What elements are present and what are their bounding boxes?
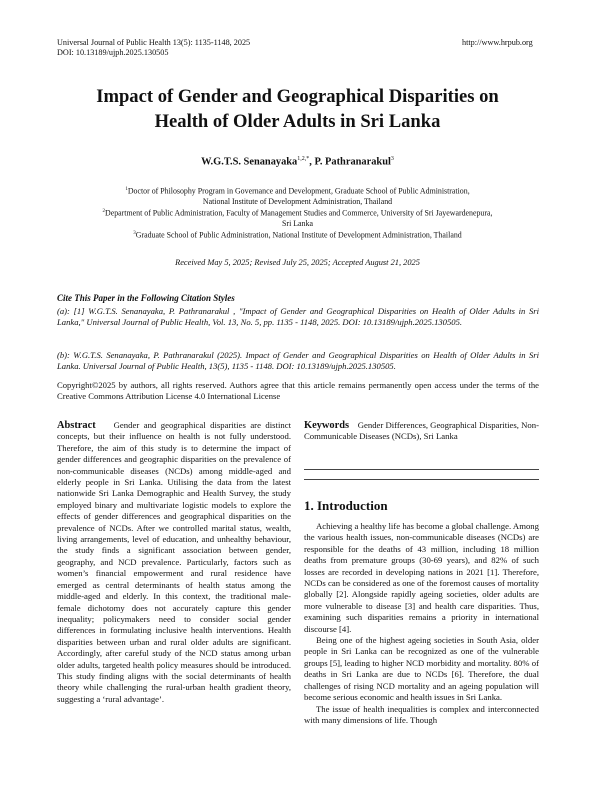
introduction-body <box>304 521 539 726</box>
copyright-notice: Copyright©2025 by authors, all rights reserved. Authors agree that this article remains permanently open access under the terms of the Creative Commons Attribution License 4.0 International License <box>57 380 539 402</box>
doi: DOI: 10.13189/ujph.2025.130505 <box>57 48 169 57</box>
affiliation-3 <box>52 229 543 241</box>
paper-title <box>40 84 555 134</box>
keywords-divider-bottom <box>304 479 539 480</box>
intro-paragraph-3: The issue of health inequalities is complex and interconnected with many dimensions of life. Though <box>304 703 539 725</box>
authors <box>40 156 555 167</box>
section-heading: 1. Introduction <box>304 498 388 513</box>
abstract-text: Gender and geographical disparities are distinct concepts, but their influence on health is not fully understood. Therefore, the aim of this study is to determine the impact of gender differences and geographic disparities on the prevalence of non-communicable diseases (NCDs) among middle-aged and elderly people in Sri Lanka. Utilising the data from the latest nationwide Sri Lanka Demographic and Health Survey, the study employed binary and multivariate logistic models to explore the effects of gender differences and geographical disparities on the prevalence of NCDs. After we controlled marital status, wealth, living arrangements, level of education, and unhealthy behaviour, the study finds a significant association between gender, geography, and NCD prevalence. Particularly, factors such as women’s financial empowerment and rural residence have emerged as central determinants of health status among the middle-aged and elderly. In this context, the traditional male-female dichotomy does not accurately capture this gender inequality; policymakers need to consider social gender differences in formulating inclusive health interventions. Health disparities between urban and rural older adults are significant. Accordingly, after careful study of the NCD status among urban older adults, targeted health policy measures should be introduced. This study finding aligns with the social determinants of health theory while challenging the rural-urban health gradient theory, suggesting a ‘rural advantage’. <box>57 420 291 704</box>
affiliation-2-line-1: Department of Public Administration, Faculty of Management Studies and Commerce, University of Sri Jayewardenepura, <box>105 208 493 218</box>
affiliation-1-cont: National Institute of Development Administration, Thailand <box>202 196 393 206</box>
affiliation-2-cont: Sri Lanka <box>282 218 313 228</box>
keywords-divider-top <box>304 469 539 470</box>
intro-paragraph-1: Achieving a healthy life has become a global challenge. Among the various health issues, non-communicable diseases (NCDs) are responsible for the deaths of 43 million, including 18 million deaths from premature groups (30-69 years), and 82% of such losses are recorded in developing nations in 2021 [1]. Therefore, NCDs can be considered as one of the foremost causes of mortality globally [2]. Alongside rapidly ageing societies, older adults are more vulnerable to disease [3] and health care disparities. Thus, examining such disparities remains a priority in international discourse [4]. <box>304 521 539 634</box>
abstract <box>57 420 291 705</box>
author-1-sup: 1,2,* <box>297 156 310 162</box>
author-2-sup: 3 <box>390 156 394 162</box>
affiliation-3-sup: 3 <box>133 231 136 237</box>
author-2: P. Pathranarakul <box>314 156 391 168</box>
affiliation-1-sup: 1 <box>125 187 128 192</box>
keywords-text: Gender Differences, Geographical Disparities, Non-Communicable Diseases (NCDs), Sri Lanka <box>304 420 539 442</box>
affiliation-1-line-1: Doctor of Philosophy Program in Governance and Development, Graduate School of Public Administration, <box>127 186 470 196</box>
journal-url: http://www.hrpub.org <box>462 38 533 47</box>
keywords-label: Keywords <box>304 420 350 431</box>
keywords <box>304 420 539 443</box>
citation-style-b: (b): W.G.T.S. Senanayaka, P. Pathranarakul (2025). Impact of Gender and Geographical Disparities on Health of Older Adults in Sri Lanka. Universal Journal of Public Health, 13(5), 1135 - 1148. DOI: 10.13189/ujph.2025.130505. <box>57 350 539 372</box>
affiliation-2-sup: 2 <box>102 209 106 215</box>
journal-citation: Universal Journal of Public Health 13(5): 1135-1148, 2025 <box>57 38 251 47</box>
affiliation-1 <box>52 185 543 197</box>
affiliation-3-line-1: Graduate School of Public Administration, National Institute of Development Administration, Thailand <box>135 230 462 240</box>
title-line-1: Impact of Gender and Geographical Disparities on <box>96 86 499 107</box>
author-1: W.G.T.S. Senanayaka <box>201 156 298 168</box>
abstract-label: Abstract <box>57 420 96 431</box>
citation-heading: Cite This Paper in the Following Citation Styles <box>57 293 235 303</box>
submission-dates: Received May 5, 2025; Revised July 25, 2025; Accepted August 21, 2025 <box>175 258 420 267</box>
citation-style-a: (a): [1] W.G.T.S. Senanayaka, P. Pathranarakul , "Impact of Gender and Geographical Disparities on Health of Older Adults in Sri Lanka," Universal Journal of Public Health, Vol. 13, No. 5, pp. 1135 - 1148, 2025. DOI: 10.13189/ujph.2025.130505. <box>57 306 539 328</box>
title-line-2: Health of Older Adults in Sri Lanka <box>154 111 441 132</box>
author-sep: , <box>309 156 315 168</box>
intro-paragraph-2: Being one of the highest ageing societies in South Asia, older people in Sri Lanka can be recognized as one of the vulnerable groups [5], leading to higher NCD morbidity and mortality. 80% of deaths in Sri Lanka are due to NCDs [6]. Therefore, the dual challenges of rising NCD mortality and an ageing population will become serious economic and health issues in Sri Lanka. <box>304 635 539 703</box>
affiliations <box>52 185 543 241</box>
affiliation-2 <box>52 207 543 219</box>
